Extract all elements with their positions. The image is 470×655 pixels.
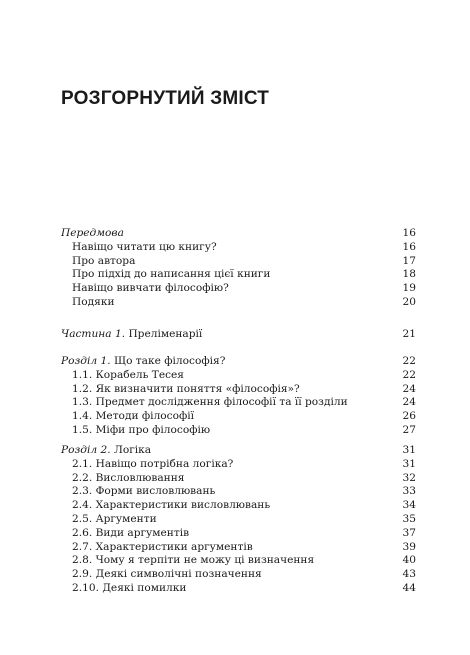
- page-number: 21: [402, 328, 416, 340]
- toc-item: [61, 423, 416, 437]
- section-label: Передмова: [61, 227, 124, 239]
- toc-item-title: 2.6. Види аргументів: [72, 526, 190, 539]
- section-label: Частина 1.: [61, 328, 126, 340]
- toc-item: [61, 254, 416, 268]
- toc-item: [61, 295, 416, 309]
- section-label: Розділ 2.: [61, 444, 111, 456]
- toc-item-title: 1.3. Предмет дослідження філософії та її розділи: [72, 396, 348, 409]
- toc-item-title: Навіщо читати цю книгу?: [72, 240, 217, 253]
- toc-item-title: 2.8. Чому я терпіти не можу ці визначення: [72, 554, 315, 567]
- toc-item-title: 2.3. Форми висловлювань: [72, 485, 216, 498]
- toc-item: [61, 498, 416, 512]
- toc-item: [61, 267, 416, 281]
- page-number: 22: [402, 355, 416, 367]
- page-number: 27: [402, 424, 416, 436]
- toc-item: [61, 553, 416, 567]
- toc-item: [61, 512, 416, 526]
- toc-item: [61, 484, 416, 498]
- section-subtitle: Преліменарії: [125, 328, 203, 340]
- toc-item-title: 2.1. Навіщо потрібна логіка?: [72, 457, 234, 470]
- toc-item: [61, 567, 416, 581]
- toc-item-title: Навіщо вивчати філософію?: [72, 282, 229, 295]
- page-number: 31: [402, 444, 416, 456]
- toc-heading: [61, 354, 416, 368]
- toc-heading: [61, 443, 416, 457]
- page-number: 43: [402, 568, 416, 581]
- toc-item-title: 1.4. Методи філософії: [72, 410, 195, 423]
- page-number: 35: [402, 513, 416, 525]
- toc-item-title: 1.1. Корабель Тесея: [72, 368, 184, 381]
- toc-item: [61, 526, 416, 540]
- page-number: 17: [402, 254, 416, 267]
- toc-heading-title: [61, 354, 225, 368]
- toc-item: [61, 395, 416, 409]
- toc-item: [61, 540, 416, 554]
- page-title: РОЗГОРНУТИЙ ЗМІСТ: [61, 88, 270, 109]
- section-subtitle: Логіка: [110, 444, 152, 456]
- toc-item: [61, 240, 416, 254]
- toc-item: [61, 382, 416, 396]
- toc-heading: [61, 226, 416, 240]
- toc-item-title: 2.4. Характеристики висловлювань: [72, 499, 271, 512]
- page-number: 16: [402, 227, 416, 239]
- toc-item-title: 2.5. Аргументи: [72, 513, 157, 525]
- toc-heading-title: [61, 443, 151, 457]
- toc-item-title: 2.9. Деякі символічні позначення: [72, 568, 262, 581]
- toc-item: [61, 368, 416, 382]
- page-number: 39: [402, 540, 416, 553]
- page-number: 19: [402, 282, 416, 295]
- page-number: 33: [402, 485, 416, 498]
- toc-item: [61, 581, 416, 595]
- page-number: 37: [402, 526, 416, 539]
- page-number: 18: [402, 268, 416, 281]
- toc-item-title: Подяки: [72, 296, 115, 308]
- toc-item: [61, 281, 416, 295]
- toc-item-title: 1.5. Міфи про філософію: [72, 424, 211, 436]
- page-number: 20: [402, 296, 416, 308]
- section-label: Розділ 1.: [61, 355, 111, 367]
- page-number: 34: [402, 499, 416, 512]
- page-number: 31: [402, 457, 416, 470]
- page-number: 40: [402, 554, 416, 567]
- toc-heading-title: [61, 226, 124, 240]
- toc-item-title: 2.7. Характеристики аргументів: [72, 540, 253, 553]
- toc-item-title: 2.10. Деякі помилки: [72, 582, 187, 594]
- toc-item-title: Про автора: [72, 254, 136, 267]
- toc-heading: [61, 327, 416, 341]
- section-subtitle: Що таке філософія?: [110, 355, 226, 367]
- page-number: 24: [402, 382, 416, 395]
- page-number: 26: [402, 410, 416, 423]
- page-number: 22: [402, 368, 416, 381]
- toc-item-title: 2.2. Висловлювання: [72, 471, 185, 484]
- toc-heading-title: [61, 327, 202, 341]
- toc-item-title: Про підхід до написання цієї книги: [72, 268, 271, 281]
- toc-item: [61, 457, 416, 471]
- toc-item-title: 1.2. Як визначити поняття «філософія»?: [72, 382, 300, 395]
- toc-item: [61, 409, 416, 423]
- toc-item: [61, 471, 416, 485]
- page-number: 24: [402, 396, 416, 409]
- page-number: 32: [402, 471, 416, 484]
- page-number: 16: [402, 240, 416, 253]
- page-number: 44: [402, 582, 416, 594]
